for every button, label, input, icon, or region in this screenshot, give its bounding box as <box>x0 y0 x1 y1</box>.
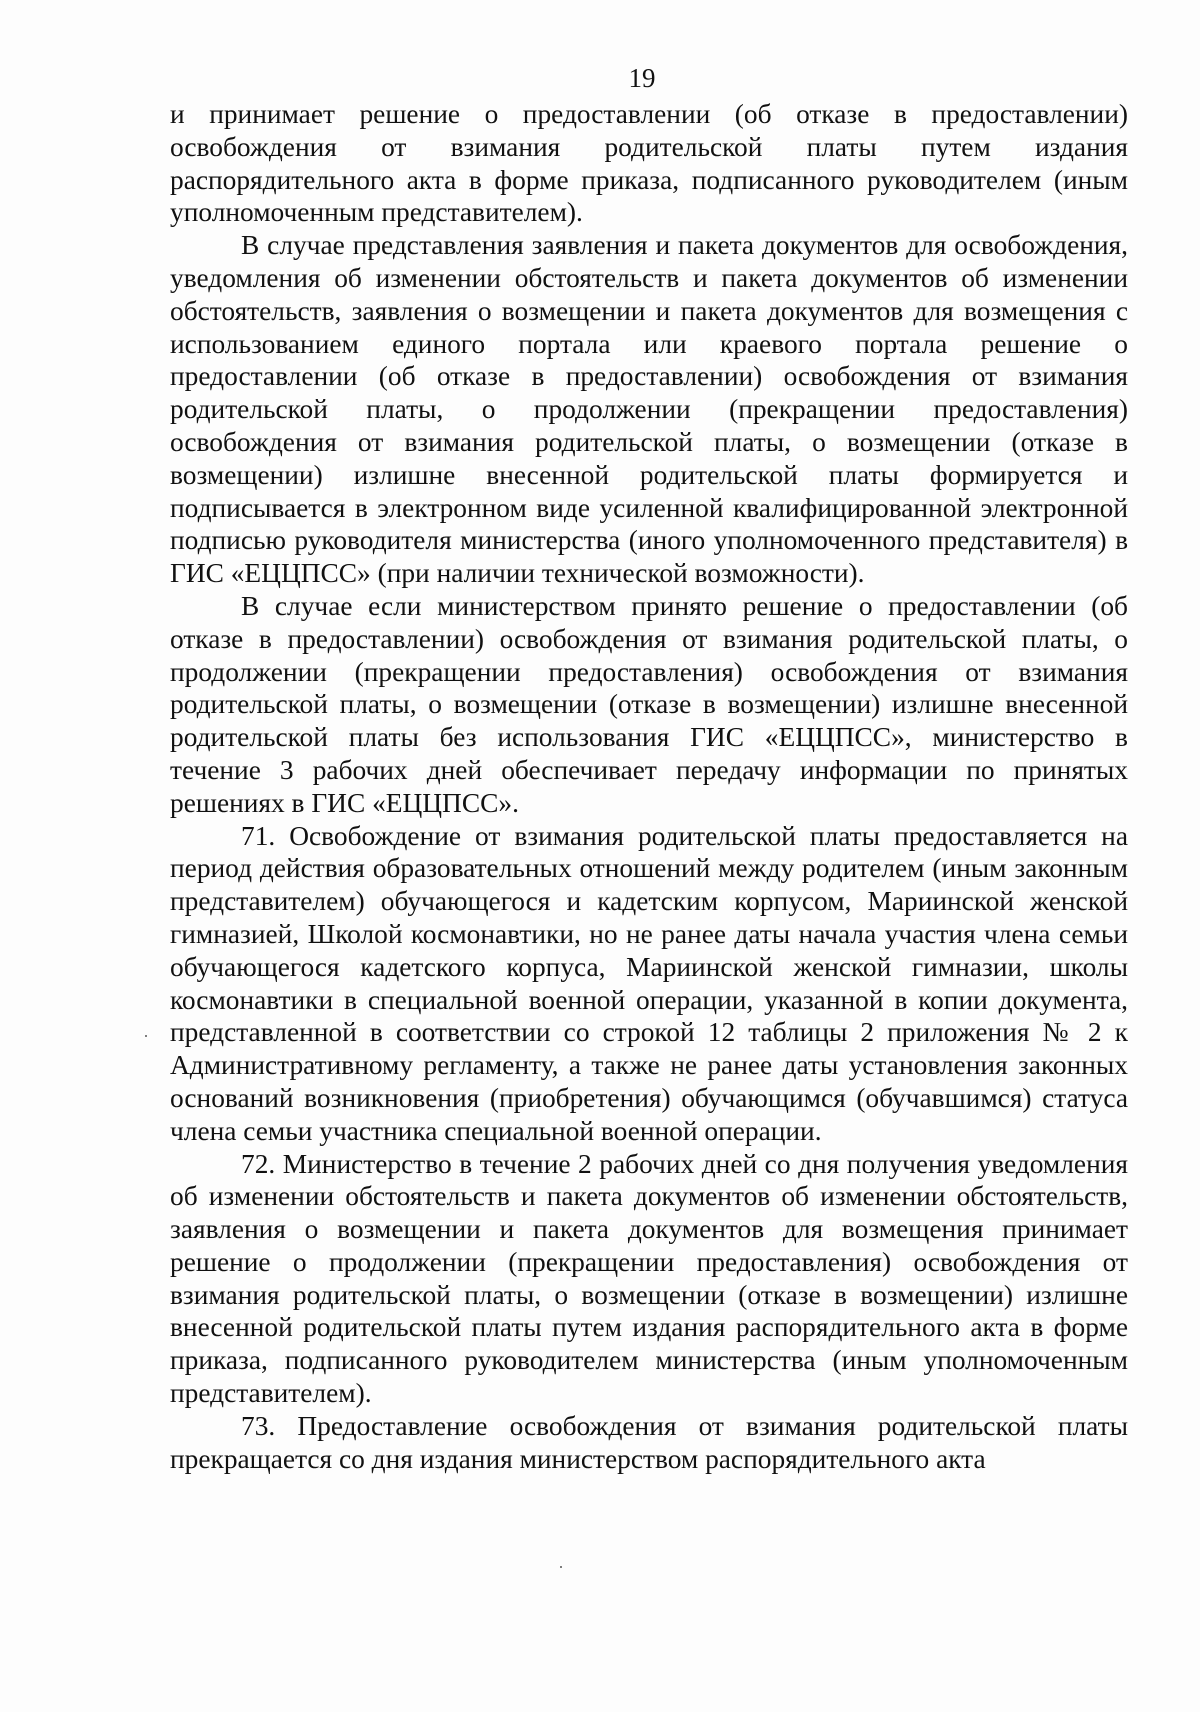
document-body <box>170 98 1128 1475</box>
paragraph-71: 71. Освобождение от взимания родительской платы предоставляется на период действия образовательных отношений между родителем (иным законным представителем) обучающегося и кадетским корпусом, Мариинской женской гимназией, Школой космонавтики, но не ранее даты начала участия члена семьи обучающегося кадетского корпуса, Мариинской женской гимназии, школы космонавтики в специальной военной операции, указанной в копии документа, представленной в соответствии со строкой 12 таблицы 2 приложения № 2 к Административному регламенту, а также не ранее даты установления законных оснований возникновения (приобретения) обучающимся (обучавшимся) статуса члена семьи участника специальной военной операции. <box>170 820 1128 1146</box>
paragraph-electronic-decision: В случае представления заявления и пакета документов для освобождения, уведомления об изменении обстоятельств и пакета документов об изменении обстоятельств, заявления о возмещении и пакета документов для возмещения с использованием единого портала или краевого портала решение о предоставлении (об отказе в предоставлении) освобождения от взимания родительской платы, о продолжении (прекращении предоставления) освобождения от взимания родительской платы, о возмещении (отказе в возмещении) излишне внесенной родительской платы формируется и подписывается в электронном виде усиленной квалифицированной электронной подписью руководителя министерства (иного уполномоченного представителя) в ГИС «ЕЦЦПСС» (при наличии технической возможности). <box>170 230 1128 589</box>
paragraph-transfer-to-gis: В случае если министерством принято решение о предоставлении (об отказе в предоставлении) освобождения от взимания родительской платы, о продолжении (прекращении предоставления) освобождения от взимания родительской платы, о возмещении (отказе в возмещении) излишне внесенной родительской платы без использования ГИС «ЕЦЦПСС», министерство в течение 3 рабочих дней обеспечивает передачу информации по принятых решениях в ГИС «ЕЦЦПСС». <box>170 590 1128 818</box>
paragraph-72: 72. Министерство в течение 2 рабочих дней со дня получения уведомления об изменении обстоятельств и пакета документов об изменении обстоятельств, заявления о возмещении и пакета документов для возмещения принимает решение о продолжении (прекращении предоставления) освобождения от взимания родительской платы, о возмещении (отказе в возмещении) излишне внесенной родительской платы путем издания распорядительного акта в форме приказа, подписанного руководителем министерства (иным уполномоченным представителем). <box>170 1148 1128 1409</box>
paragraph-continuation: и принимает решение о предоставлении (об отказе в предоставлении) освобождения от взимания родительской платы путем издания распорядительного акта в форме приказа, подписанного руководителем (иным уполномоченным представителем). <box>170 99 1128 228</box>
paragraph-73: 73. Предоставление освобождения от взимания родительской платы прекращается со дня издания министерством распорядительного акта <box>170 1410 1128 1474</box>
scan-speck <box>560 1566 562 1568</box>
scan-speck <box>145 1035 147 1037</box>
page-number: 19 <box>628 63 656 93</box>
